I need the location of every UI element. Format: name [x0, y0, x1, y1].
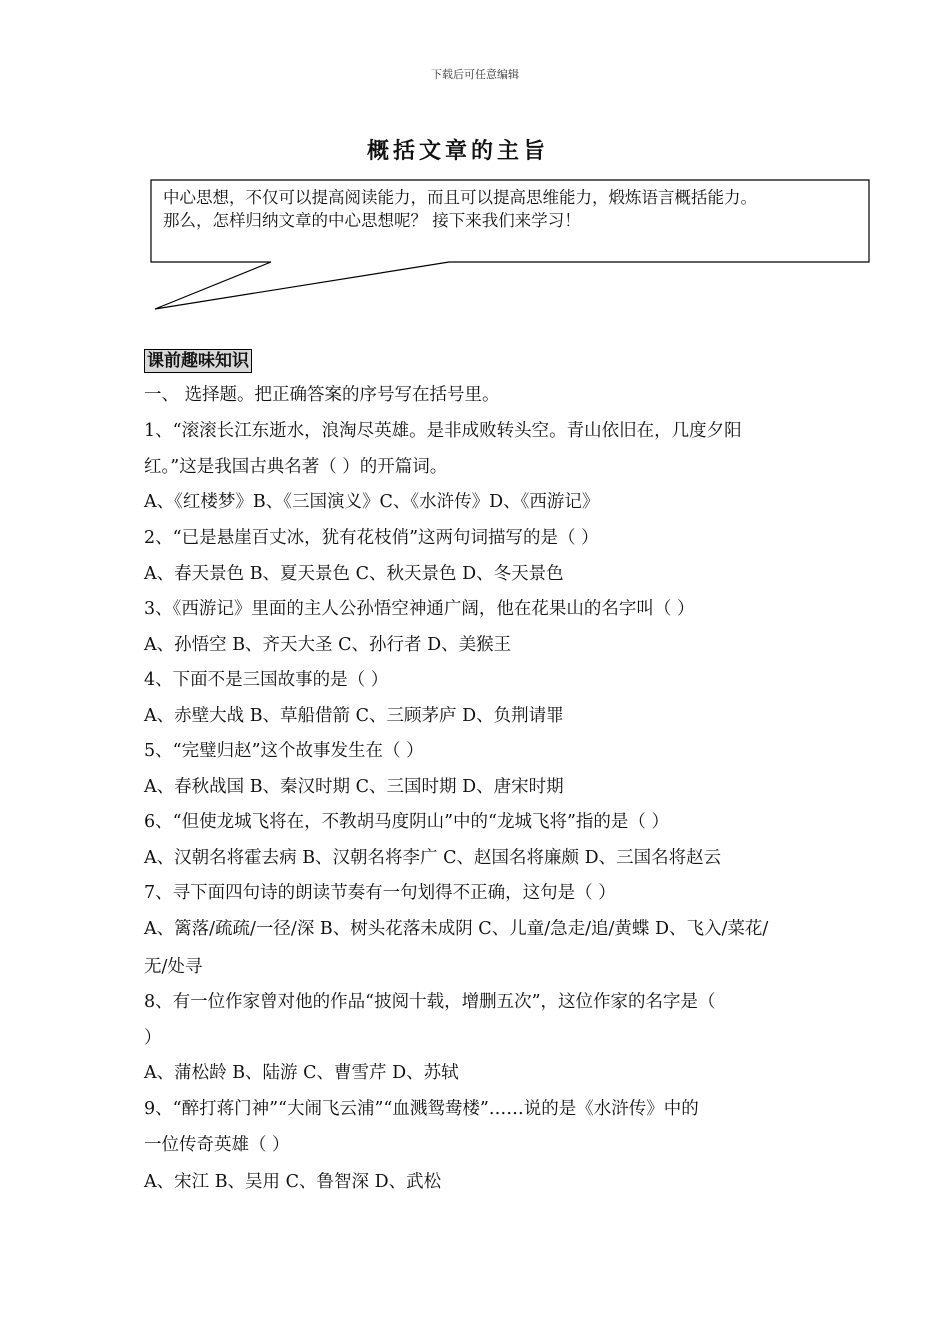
question-line: 3、《西游记》里面的主人公孙悟空神通广阔，他在花果山的名字叫（ ）: [144, 599, 695, 619]
question-line: 8、有一位作家曾对他的作品“披阅十载，增删五次”，这位作家的名字是（: [144, 992, 716, 1012]
callout-text: [163, 186, 863, 232]
section-label: 课前趣味知识: [144, 349, 252, 373]
page-title: 概括文章的主旨: [366, 138, 549, 164]
question-line: 一位传奇英雄（ ）: [144, 1135, 290, 1155]
answer-options: A、汉朝名将霍去病 B、汉朝名将李广 C、赵国名将廉颇 D、三国名将赵云: [144, 848, 722, 868]
answer-options: A、宋江 B、吴用 C、鲁智深 D、武松: [144, 1172, 442, 1192]
callout-line: 中心思想，不仅可以提高阅读能力，而且可以提高思维能力，煅炼语言概括能力。: [163, 188, 757, 207]
question-line: 1、“滚滚长江东逝水，浪淘尽英雄。是非成败转头空。青山依旧在，几度夕阳: [144, 421, 742, 441]
answer-options: A、孙悟空 B、齐天大圣 C、孙行者 D、美猴王: [144, 635, 512, 655]
instruction-line: 一、 选择题。把正确答案的序号写在括号里。: [144, 385, 500, 405]
question-line: 2、“已是悬崖百丈冰，犹有花枝俏”这两句词描写的是（ ）: [144, 528, 599, 548]
answer-options: A、《红楼梦》B、《三国演义》C、《水浒传》D、《西游记》: [144, 492, 600, 512]
answer-options: A、蒲松龄 B、陆游 C、曹雪芹 D、苏轼: [144, 1063, 459, 1083]
question-line: ）: [144, 1028, 162, 1048]
answer-options: A、春秋战国 B、秦汉时期 C、三国时期 D、唐宋时期: [144, 777, 564, 797]
answer-options: A、赤壁大战 B、草船借箭 C、三顾茅庐 D、负荆请罪: [144, 706, 564, 726]
header-note: 下载后可任意编辑: [431, 68, 519, 81]
callout-bubble: [0, 0, 950, 340]
question-line: 6、“但使龙城飞将在，不教胡马度阴山”中的“龙城飞将”指的是（ ）: [144, 812, 669, 832]
callout-line: 那么，怎样归纳文章的中心思想呢？ 接下来我们来学习！: [163, 211, 581, 230]
answer-options: A、篱落/疏疏/一径/深 B、树头花落未成阴 C、儿童/急走/追/黄蝶 D、飞入/菜花/: [144, 919, 769, 939]
question-line: 4、下面不是三国故事的是（ ）: [144, 670, 389, 690]
question-line: 红。”这是我国古典名著（ ）的开篇词。: [144, 457, 448, 477]
question-line: 9、“醉打蒋门神”“大闹飞云浦”“血溅鸳鸯楼”……说的是《水浒传》中的: [144, 1099, 699, 1119]
answer-options: A、春天景色 B、夏天景色 C、秋天景色 D、冬天景色: [144, 564, 564, 584]
question-line: 5、“完璧归赵”这个故事发生在（ ）: [144, 741, 424, 761]
question-line: 7、寻下面四句诗的朗读节奏有一句划得不正确，这句是（ ）: [144, 883, 616, 903]
answer-options: 无/处寻: [144, 957, 203, 977]
